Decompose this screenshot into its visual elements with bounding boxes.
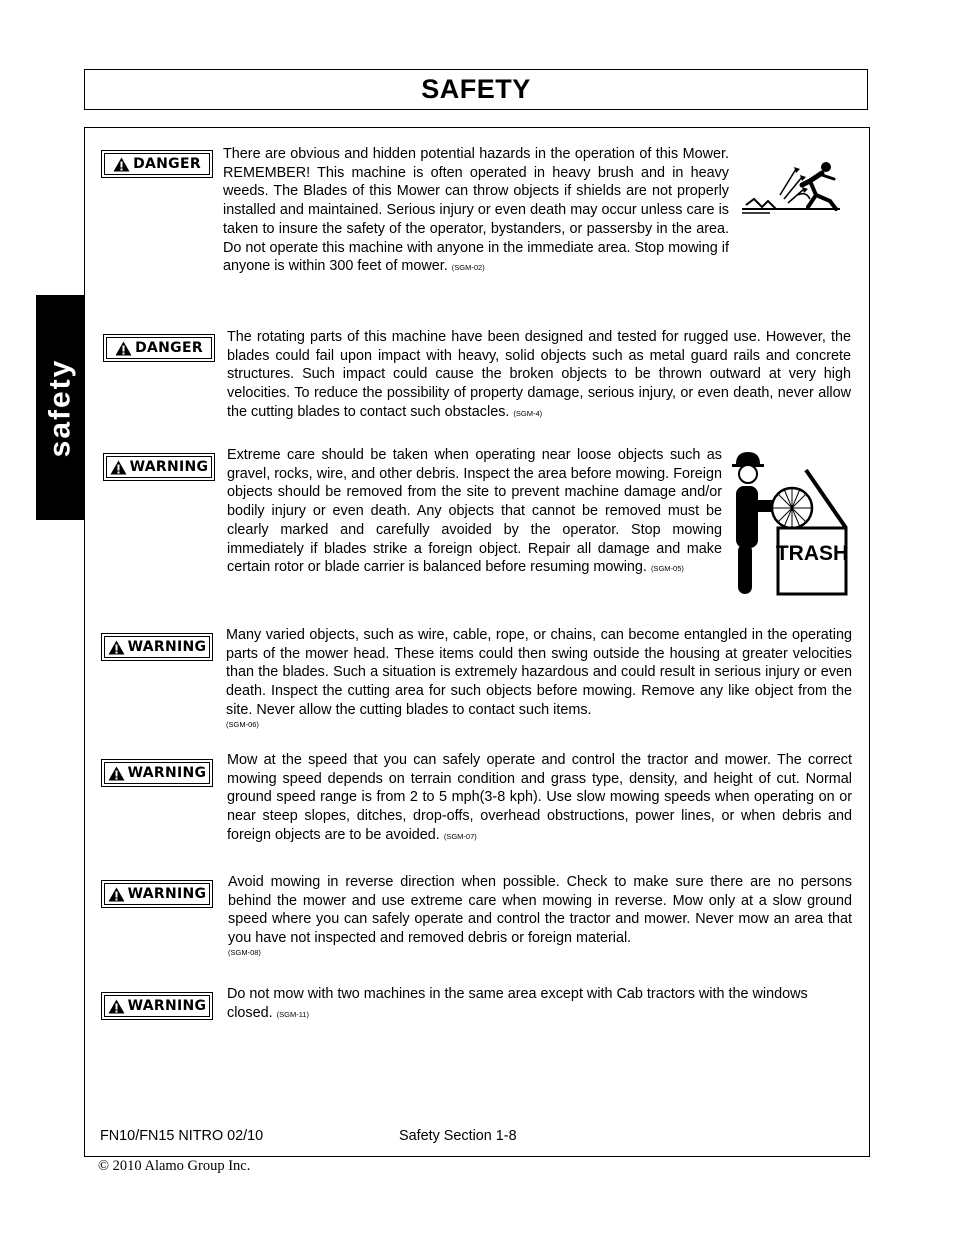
page-header bbox=[84, 69, 868, 110]
page-title: SAFETY bbox=[421, 74, 531, 104]
reference-code: (SGM-08) bbox=[228, 947, 261, 957]
reference-code: (SGM-02) bbox=[451, 263, 485, 273]
reference-code: (SGM-4) bbox=[513, 408, 543, 418]
label-text: WARNING bbox=[127, 765, 207, 781]
alert-triangle-icon bbox=[115, 341, 132, 356]
alert-triangle-icon bbox=[108, 999, 125, 1014]
safety-paragraph bbox=[227, 328, 851, 424]
footer-model: FN10/FN15 NITRO 02/10 bbox=[100, 1128, 264, 1144]
warning-label bbox=[101, 759, 213, 787]
label-text: WARNING bbox=[127, 998, 207, 1014]
warning-label bbox=[101, 633, 213, 661]
paragraph-text: Avoid mowing in reverse direction when possible. Check to make sure there are no persons behind the mower and use extreme care when mowing in reverse. Mow only at a slow ground speed where you can safely operate and control the tractor and mower. Never mow an area that you have not inspected and removed debris or foreign material. bbox=[228, 874, 852, 947]
label-text: DANGER bbox=[133, 156, 201, 172]
trash-label: TRASH bbox=[775, 542, 848, 565]
paragraph-text: Mow at the speed that you can safely operate and control the tractor and mower. The correct mowing speed depends on terrain condition and grass type, density, and height of cut. Normal ground speed range is from 2 to 5 mph(3-8 kph). Use slow mowing speeds when operating on or near steep slopes, ditches, drop-offs, overhead obstructions, power lines, or when debris and foreign objects are to be avoided. bbox=[227, 752, 852, 843]
reference-code: (SGM-05) bbox=[650, 564, 684, 574]
label-text: WARNING bbox=[129, 459, 209, 475]
trash-disposal-icon bbox=[732, 450, 848, 596]
alert-triangle-icon bbox=[113, 157, 130, 172]
safety-paragraph bbox=[226, 626, 852, 730]
safety-paragraph bbox=[227, 751, 852, 847]
safety-paragraph bbox=[223, 145, 729, 278]
safety-paragraph bbox=[227, 446, 722, 579]
side-tab-label: safety bbox=[43, 358, 76, 457]
paragraph-text: There are obvious and hidden potential hazards in the operation of this Mower. REMEMBER! This machine is often operated in heavy brush and in heavy weeds. The Blades of this Mower can throw objects if shields are not properly installed and maintained. Serious injury or even death may occur unless care is taken to insure the safety of the operator, bystanders, or passersby in the area. Do not operate this machine with anyone in the immediate area. Stop mowing if anyone is within 300 feet of mower. bbox=[223, 146, 729, 275]
warning-label bbox=[101, 880, 213, 908]
footer-section: Safety Section 1-8 bbox=[399, 1128, 517, 1144]
alert-triangle-icon bbox=[108, 766, 125, 781]
danger-label bbox=[103, 334, 215, 362]
label-text: DANGER bbox=[135, 340, 203, 356]
danger-label bbox=[101, 150, 213, 178]
safety-paragraph bbox=[228, 873, 852, 958]
safety-paragraph bbox=[227, 985, 852, 1024]
paragraph-text: Do not mow with two machines in the same area except with Cab tractors with the windows closed. bbox=[227, 986, 808, 1021]
label-text: WARNING bbox=[127, 639, 207, 655]
warning-label bbox=[101, 992, 213, 1020]
paragraph-text: Extreme care should be taken when operating near loose objects such as gravel, rocks, wire, and other debris. Inspect the area before mowing. Foreign objects should be removed from the site to prevent machine damage and/or bodily injury or even death. Any objects that cannot be removed must be clearly marked and carefully avoided by the operator. Stop mowing immediately if blades strike a foreign object. Repair all damage and make certain rotor or blade carrier is balanced before resuming mowing. bbox=[227, 447, 722, 576]
alert-triangle-icon bbox=[108, 887, 125, 902]
reference-code: (SGM-06) bbox=[226, 719, 259, 729]
paragraph-text: The rotating parts of this machine have been designed and tested for rugged use. However, the blades could fail upon impact with heavy, solid objects such as metal guard rails and concrete structures. Such impact could cause the broken objects to be thrown outward at very high velocities. To reduce the possibility of property damage, serious injury, or even death, never allow the cutting blades to contact such obstacles. bbox=[227, 329, 851, 420]
label-text: WARNING bbox=[127, 886, 207, 902]
alert-triangle-icon bbox=[110, 460, 127, 475]
warning-label bbox=[103, 453, 215, 481]
reference-code: (SGM-11) bbox=[276, 1009, 309, 1019]
thrown-object-hazard-icon bbox=[740, 155, 844, 217]
side-section-tab bbox=[36, 295, 84, 520]
copyright: © 2010 Alamo Group Inc. bbox=[98, 1158, 251, 1174]
reference-code: (SGM-07) bbox=[443, 831, 477, 841]
paragraph-text: Many varied objects, such as wire, cable, rope, or chains, can become entangled in the operating parts of the mower head. These items could then swing outside the housing at greater velocities than the blades. Such a situation is extremely hazardous and could result in serious injury or even death. Inspect the cutting area for such objects before mowing. Remove any like object from the site. Never allow the cutting blades to contact such items. bbox=[226, 627, 852, 718]
alert-triangle-icon bbox=[108, 640, 125, 655]
